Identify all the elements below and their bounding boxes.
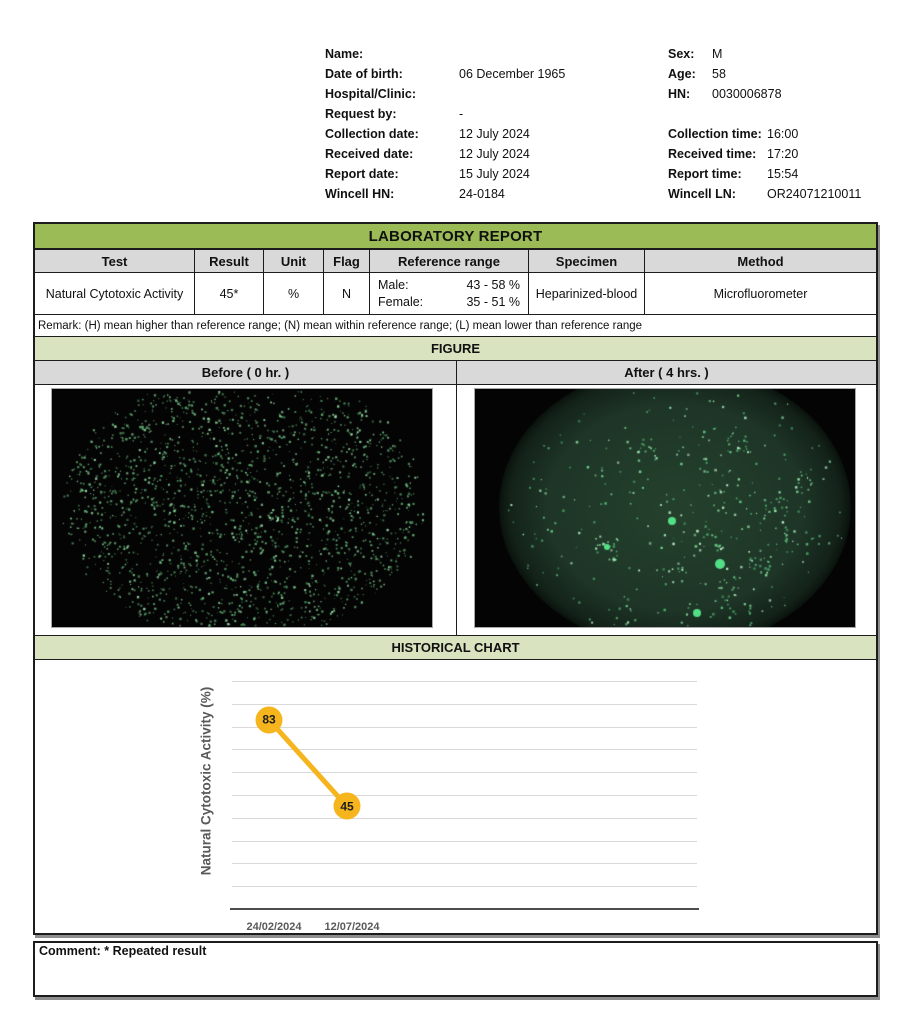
figure-images-row	[35, 385, 876, 636]
col-flag: Flag	[324, 250, 370, 272]
info-label: Received date:	[325, 147, 414, 161]
right-info-row	[668, 44, 898, 64]
left-info-row	[325, 104, 655, 124]
data-point-marker: 83	[256, 706, 283, 733]
info-label	[668, 104, 712, 124]
chart-series-line	[232, 681, 697, 909]
info-value: 12 July 2024	[459, 127, 530, 141]
remark-row	[35, 315, 876, 337]
data-point-marker: 45	[334, 793, 361, 820]
chart-y-axis-label: Natural Cytotoxic Activity (%)	[198, 686, 214, 876]
col-result: Result	[195, 250, 264, 272]
info-label: Report date:	[325, 167, 399, 181]
figure-title-bar	[35, 337, 876, 361]
right-info-row	[668, 164, 898, 184]
info-label: Received time:	[668, 147, 757, 161]
left-info-row	[325, 124, 655, 144]
left-info-row	[325, 64, 655, 84]
comment-box	[33, 941, 878, 997]
info-value: 17:20	[767, 147, 799, 161]
chart-plot-area	[232, 681, 697, 909]
col-test: Test	[35, 250, 195, 272]
report-title: LABORATORY REPORT	[368, 227, 543, 245]
info-label: Age:	[668, 67, 696, 81]
after-microscopy-image	[474, 388, 856, 628]
info-value: OR24071210011	[767, 187, 862, 201]
chart-x-tick-label: 24/02/2024	[246, 921, 302, 933]
historical-chart	[35, 660, 876, 933]
historical-chart-title: HISTORICAL CHART	[391, 640, 520, 655]
right-info-row	[668, 184, 898, 204]
info-value	[459, 44, 655, 64]
right-info-row	[668, 144, 898, 164]
left-info-row	[325, 164, 655, 184]
chart-x-tick-label: 12/07/2024	[324, 921, 380, 933]
col-unit: Unit	[264, 250, 324, 272]
after-image-cell	[457, 385, 876, 635]
info-value: -	[459, 107, 464, 121]
info-label: Wincell LN:	[668, 187, 736, 201]
info-label: Date of birth:	[325, 67, 403, 81]
info-value: 0030006878	[712, 87, 782, 101]
right-info-row	[668, 104, 898, 124]
historical-chart-title-bar	[35, 636, 876, 660]
info-label: Sex:	[668, 47, 695, 61]
patient-info-left	[325, 44, 655, 204]
result-row	[35, 273, 876, 315]
info-value: 15:54	[767, 167, 799, 181]
info-label: HN:	[668, 87, 691, 101]
method-value: Microfluorometer	[713, 286, 808, 301]
info-value: 15 July 2024	[459, 167, 530, 181]
info-label: Collection time:	[668, 127, 762, 141]
info-label: Hospital/Clinic:	[325, 87, 416, 101]
info-value	[459, 84, 655, 104]
reference-female: Female: 35 - 51 %	[378, 294, 520, 309]
info-value: 06 December 1965	[459, 67, 566, 81]
patient-info-right	[668, 44, 898, 204]
unit-value: %	[264, 273, 324, 314]
before-label: Before ( 0 hr. )	[35, 361, 457, 384]
info-value: 24-0184	[459, 187, 505, 201]
info-label: Name:	[325, 47, 364, 61]
info-value	[712, 104, 898, 124]
test-name: Natural Cytotoxic Activity	[35, 273, 195, 314]
figure-labels-row	[35, 361, 876, 385]
info-value: M	[712, 47, 723, 61]
left-info-row	[325, 184, 655, 204]
info-value: 12 July 2024	[459, 147, 530, 161]
flag-value: N	[324, 273, 370, 314]
info-label: Collection date:	[325, 127, 419, 141]
info-value: 58	[712, 67, 726, 81]
results-header-row	[35, 250, 876, 273]
right-info-row	[668, 64, 898, 84]
info-label: Wincell HN:	[325, 187, 395, 201]
right-info-row	[668, 124, 898, 144]
after-label: After ( 4 hrs. )	[624, 365, 709, 380]
specimen-value: Heparinized-blood	[529, 273, 645, 314]
info-value: 16:00	[767, 127, 799, 141]
left-info-row	[325, 44, 655, 64]
result-value: 45*	[195, 273, 264, 314]
reference-male: Male: 43 - 58 %	[378, 277, 520, 292]
left-info-row	[325, 84, 655, 104]
before-microscopy-image	[51, 388, 433, 628]
comment-text: Comment: * Repeated result	[39, 944, 207, 958]
info-label: Request by:	[325, 107, 397, 121]
before-image-cell	[35, 385, 457, 635]
remark-text: Remark: (H) mean higher than reference range; (N) mean within reference range; (L) mean lower than reference range	[38, 319, 643, 332]
col-method: Method	[737, 253, 784, 269]
reference-range	[370, 273, 529, 314]
figure-title: FIGURE	[430, 341, 481, 356]
laboratory-report-box	[33, 222, 878, 935]
col-specimen: Specimen	[529, 250, 645, 272]
report-title-bar	[35, 224, 876, 250]
right-info-row	[668, 84, 898, 104]
left-info-row	[325, 144, 655, 164]
info-label: Report time:	[668, 167, 742, 181]
col-reference: Reference range	[370, 250, 529, 272]
